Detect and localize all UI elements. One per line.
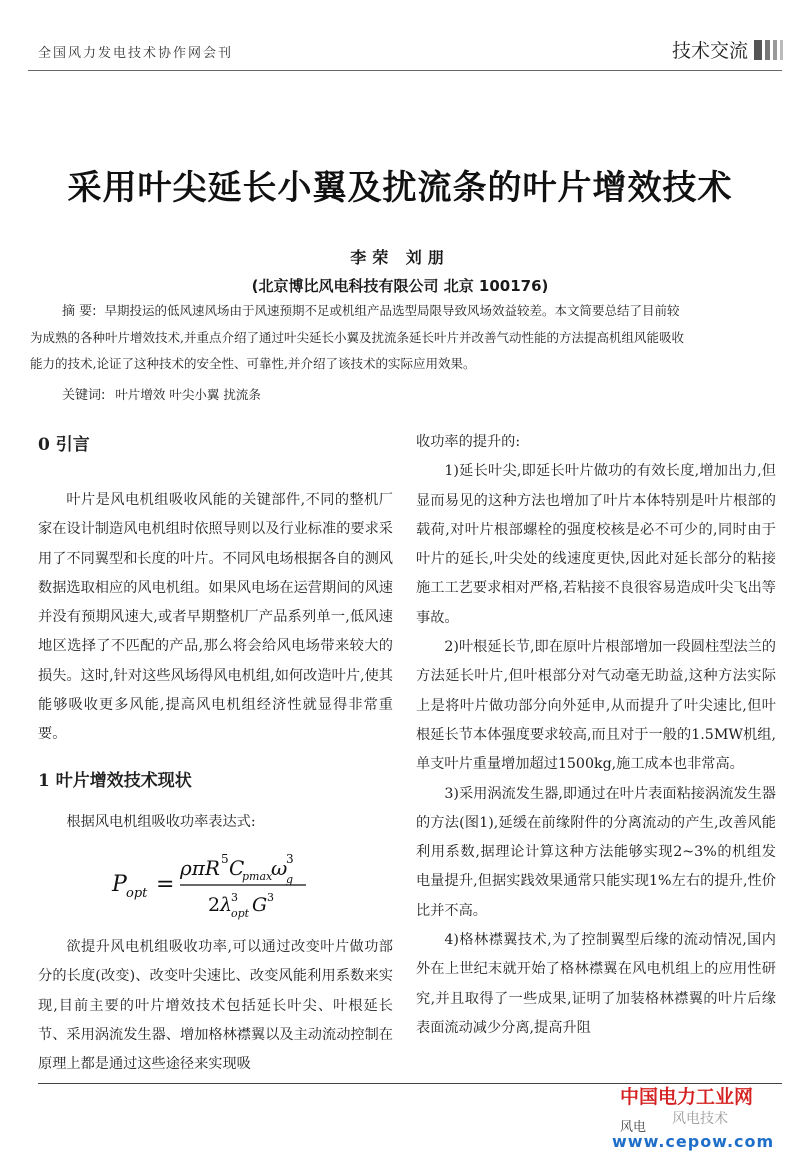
svg-text:pmax: pmax xyxy=(242,869,273,883)
svg-text:λ: λ xyxy=(220,893,233,916)
svg-text:ρπR: ρπR xyxy=(180,855,220,880)
header-rule xyxy=(28,70,782,71)
abstract-line-1: 早期投运的低风速风场由于风速预期不足或机组产品选型局限导致风场效益较差。本文简要总结了目前较 xyxy=(104,303,680,318)
watermark-small: 风电技术 xyxy=(672,1111,728,1127)
svg-text:3: 3 xyxy=(231,890,238,904)
affiliation: (北京博比风电科技有限公司 北京 100176) xyxy=(251,277,549,295)
watermark-cn: 中国电力工业网 xyxy=(620,1086,754,1108)
svg-text:P: P xyxy=(112,871,127,897)
authors: 李荣 刘朋 xyxy=(350,248,450,267)
left-column xyxy=(38,428,393,1079)
keywords-label: 关键词: xyxy=(62,388,106,403)
svg-text:3: 3 xyxy=(286,851,294,866)
svg-text:C: C xyxy=(229,855,245,880)
svg-text:opt: opt xyxy=(126,885,148,901)
section-1-paragraph-2: 欲提升风电机组吸收功率,可以通过改变叶片做功部分的长度(改变)、改变叶尖速比、改变风能利用系数来实现,目前主要的叶片增效技术包括延长叶尖、叶根延长节、采用涡流发生器、增加格林襟翼以及主动流动控制在原理上都是通过这些途径来实现吸 xyxy=(38,938,393,1073)
section-1-title: 1 叶片增效技术现状 xyxy=(38,770,192,791)
power-formula xyxy=(38,837,393,933)
abstract-label: 摘 要: xyxy=(62,304,97,319)
header-bars-icon xyxy=(754,40,786,60)
footer-journal: 风电 xyxy=(620,1120,647,1135)
svg-text:=: = xyxy=(156,871,175,897)
svg-text:ω: ω xyxy=(271,855,288,880)
journal-name: 全国风力发电技术协作网会刊 xyxy=(38,46,234,61)
right-paragraph-4: 4)格林襟翼技术,为了控制翼型后缘的流动情况,国内外在上世纪末就开始了格林襟翼在风电机组上的应用性研究,并且取得了一些成果,证明了加装格林襟翼的叶片后缘表面流动减少分离,提高升阻 xyxy=(416,932,776,1036)
keywords xyxy=(62,384,261,403)
svg-text:2: 2 xyxy=(208,893,221,916)
abstract xyxy=(30,298,784,377)
svg-text:5: 5 xyxy=(221,851,229,866)
svg-text:3: 3 xyxy=(267,890,274,904)
right-column xyxy=(416,428,776,1043)
section-1-paragraph-1: 根据风电机组吸收功率表达式: xyxy=(66,813,256,830)
right-paragraph-0: 收功率的提升的: xyxy=(416,434,521,450)
svg-text:g: g xyxy=(286,872,294,886)
section-0-title: 0 引言 xyxy=(38,435,90,455)
svg-text:opt: opt xyxy=(231,906,250,920)
formula-svg xyxy=(108,845,328,925)
section-name: 技术交流 xyxy=(671,40,748,62)
keywords-text: 叶片增效 叶尖小翼 扰流条 xyxy=(115,387,261,402)
right-paragraph-1: 1)延长叶尖,即延长叶片做功的有效长度,增加出力,但显而易见的这种方法也增加了叶片本体特别是叶片根部的载荷,对叶片根部螺栓的强度校核是必不可少的,同时由于叶片的延长,叶尖处的线速度更快,因此对延长部分的粘接施工工艺要求相对严格,若粘接不良很容易造成叶尖飞出等事故。 xyxy=(416,463,776,626)
article-title: 采用叶尖延长小翼及扰流条的叶片增效技术 xyxy=(67,168,733,208)
watermark-url: www.cepow.com xyxy=(612,1132,775,1151)
right-paragraph-3: 3)采用涡流发生器,即通过在叶片表面粘接涡流发生器的方法(图1),延缓在前缘附件的分离流动的产生,改善风能利用系数,据理论计算这种方法能够实现2~3%的机组发电量提升,但据实践效果通常只能实现1%左右的提升,性价比并不高。 xyxy=(416,785,776,919)
svg-text:G: G xyxy=(252,893,268,916)
right-paragraph-2: 2)叶根延长节,即在原叶片根部增加一段圆柱型法兰的方法延长叶片,但叶根部分对气动毫无助益,这种方法实际上是将叶片做功部分向外延申,从而提升了叶尖速比,但叶根延长节本体强度要求较高,而且对于一般的1.5MW机组,单支叶片重量增加超过1500kg,施工成本也非常高。 xyxy=(416,639,776,773)
abstract-line-3: 能力的技术,论证了这种技术的安全性、可靠性,并介绍了该技术的实际应用效果。 xyxy=(30,356,476,371)
section-0-paragraph-1: 叶片是风电机组吸收风能的关键部件,不同的整机厂家在设计制造风电机组时依照导则以及行业标准的要求采用了不同翼型和长度的叶片。不同风电场根据各自的测风数据选取相应的风电机组。如果风电场在运营期间的风速并没有预期风速大,或者早期整机厂产品系列单一,低风速地区选择了不匹配的产品,那么将会给风电场带来较大的损失。这时,针对这些风场得风电机组,如何改造叶片,使其能够吸收更多风能,提高风电机组经济性就显得非常重要。 xyxy=(38,492,393,743)
abstract-line-2: 为成熟的各种叶片增效技术,并重点介绍了通过叶尖延长小翼及扰流条延长叶片并改善气动性能的方法提高机组风能吸收 xyxy=(30,330,684,345)
